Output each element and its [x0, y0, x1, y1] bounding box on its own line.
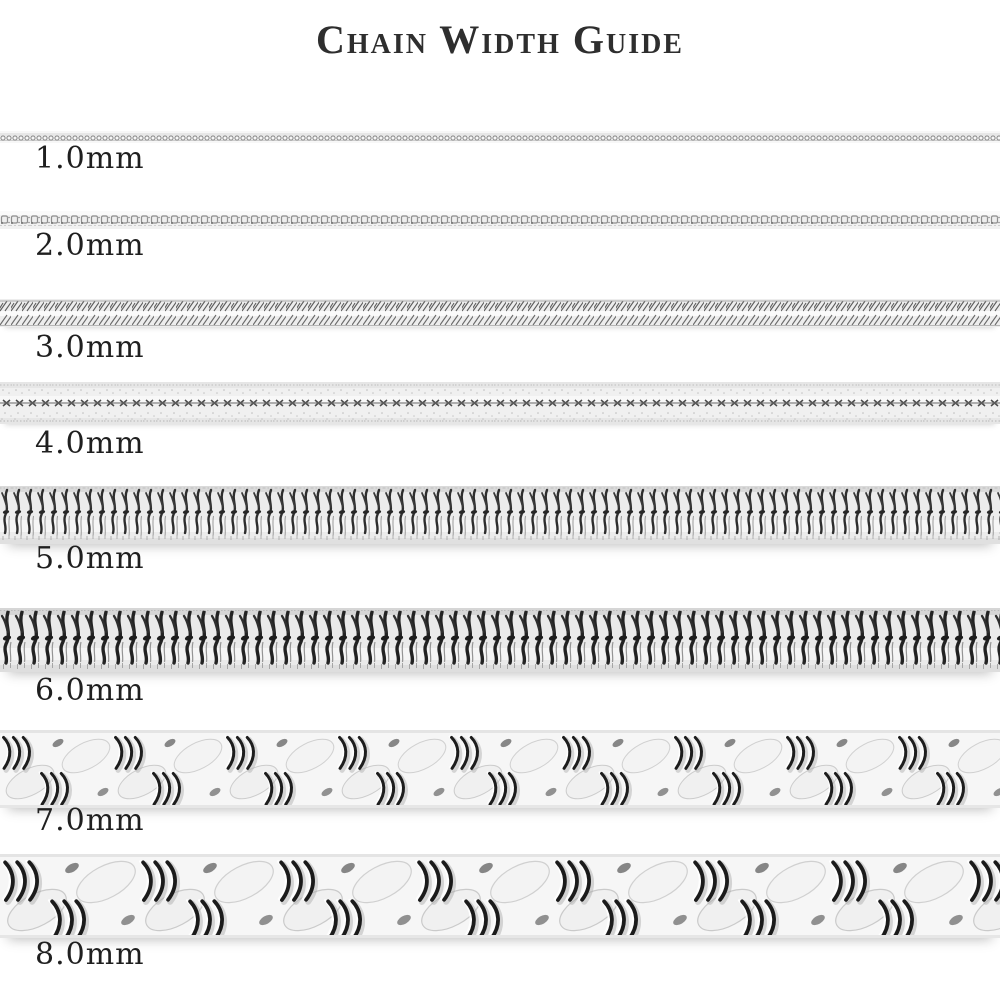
- chain-size-label-8mm: 8.0mm: [35, 937, 145, 972]
- chain-image-6mm: [0, 608, 1000, 672]
- chain-size-label-5mm: 5.0mm: [35, 541, 145, 576]
- chain-image-4mm: [0, 382, 1000, 424]
- chain-size-label-3mm: 3.0mm: [35, 330, 145, 365]
- chain-image-3mm: [0, 299, 1000, 327]
- page-title: Chain Width Guide: [316, 17, 684, 62]
- chain-image-2mm: [0, 211, 1000, 229]
- chain-size-label-4mm: 4.0mm: [35, 426, 145, 461]
- chain-size-label-2mm: 2.0mm: [35, 228, 145, 263]
- chain-image-8mm: [0, 854, 1000, 938]
- chain-image-5mm: [0, 486, 1000, 544]
- chain-image-1mm: [0, 131, 1000, 143]
- chain-size-label-1mm: 1.0mm: [35, 141, 145, 176]
- chain-size-label-7mm: 7.0mm: [35, 803, 145, 838]
- chain-image-7mm: [0, 730, 1000, 808]
- chain-size-label-6mm: 6.0mm: [35, 673, 145, 708]
